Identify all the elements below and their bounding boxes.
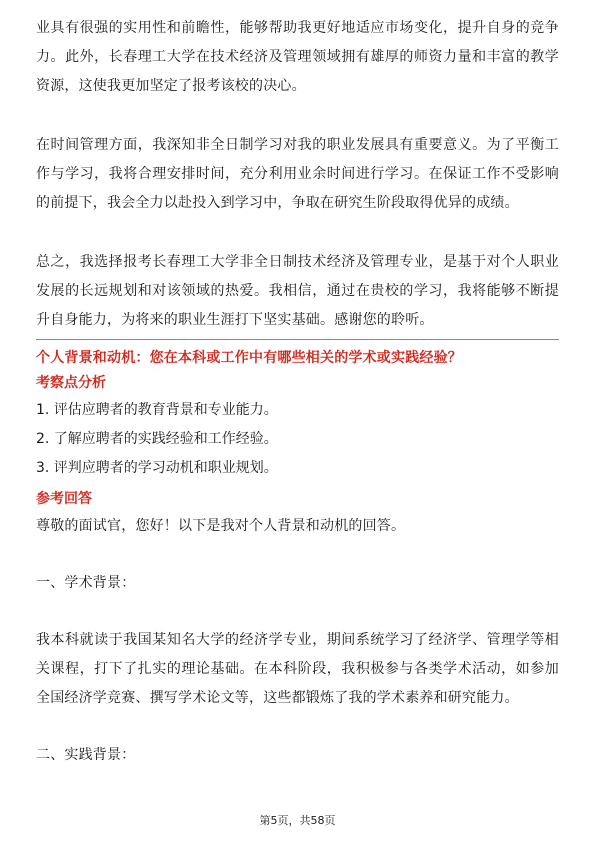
page-content: [36, 14, 559, 770]
answer-heading-practice: 二、实践背景：: [36, 747, 136, 763]
paragraph-time-management: 在时间管理方面，我深知非全日制学习对我的职业发展具有重要意义。为了平衡工作与学习，我将合理安排时间，充分利用业余时间进行学习。在保证工作不受影响的前提下，我会全力以赴投入到学习中，争取在研究生阶段取得优异的成绩。: [36, 137, 559, 211]
analysis-item: 2. 了解应聘者的实践经验和工作经验。: [36, 431, 278, 447]
answer-title: 参考回答: [36, 491, 92, 507]
analysis-item: 3. 评判应聘者的学习动机和职业规划。: [36, 460, 278, 476]
answer-heading-academic: 一、学术背景：: [36, 575, 136, 591]
answer-greeting: 尊敬的面试官，您好！以下是我对个人背景和动机的回答。: [36, 518, 406, 534]
analysis-title: 考察点分析: [36, 375, 106, 391]
paragraph-motivation-continued: 业具有很强的实用性和前瞻性，能够帮助我更好地适应市场变化，提升自身的竞争力。此外，长春理工大学在技术经济及管理领域拥有雄厚的师资力量和丰富的教学资源，这使我更加坚定了报考该校的决心。: [36, 20, 559, 94]
page-number-footer: 第5页，共58页: [259, 814, 336, 827]
section-divider: [36, 339, 559, 340]
paragraph-conclusion: 总之，我选择报考长春理工大学非全日制技术经济及管理专业，是基于对个人职业发展的长远规划和对该领域的热爱。我相信，通过在贵校的学习，我将能够不断提升自身能力，为将来的职业生涯打下坚实基础。感谢您的聆听。: [36, 254, 559, 328]
answer-body-academic: 我本科就读于我国某知名大学的经济学专业，期间系统学习了经济学、管理学等相关课程，打下了扎实的理论基础。在本科阶段，我积极参与各类学术活动，如参加全国经济学竞赛、撰写学术论文等，这些都锻炼了我的学术素养和研究能力。: [36, 632, 559, 706]
analysis-item: 1. 评估应聘者的教育背景和专业能力。: [36, 402, 278, 418]
question-heading: 个人背景和动机：您在本科或工作中有哪些相关的学术或实践经验？: [36, 350, 462, 366]
